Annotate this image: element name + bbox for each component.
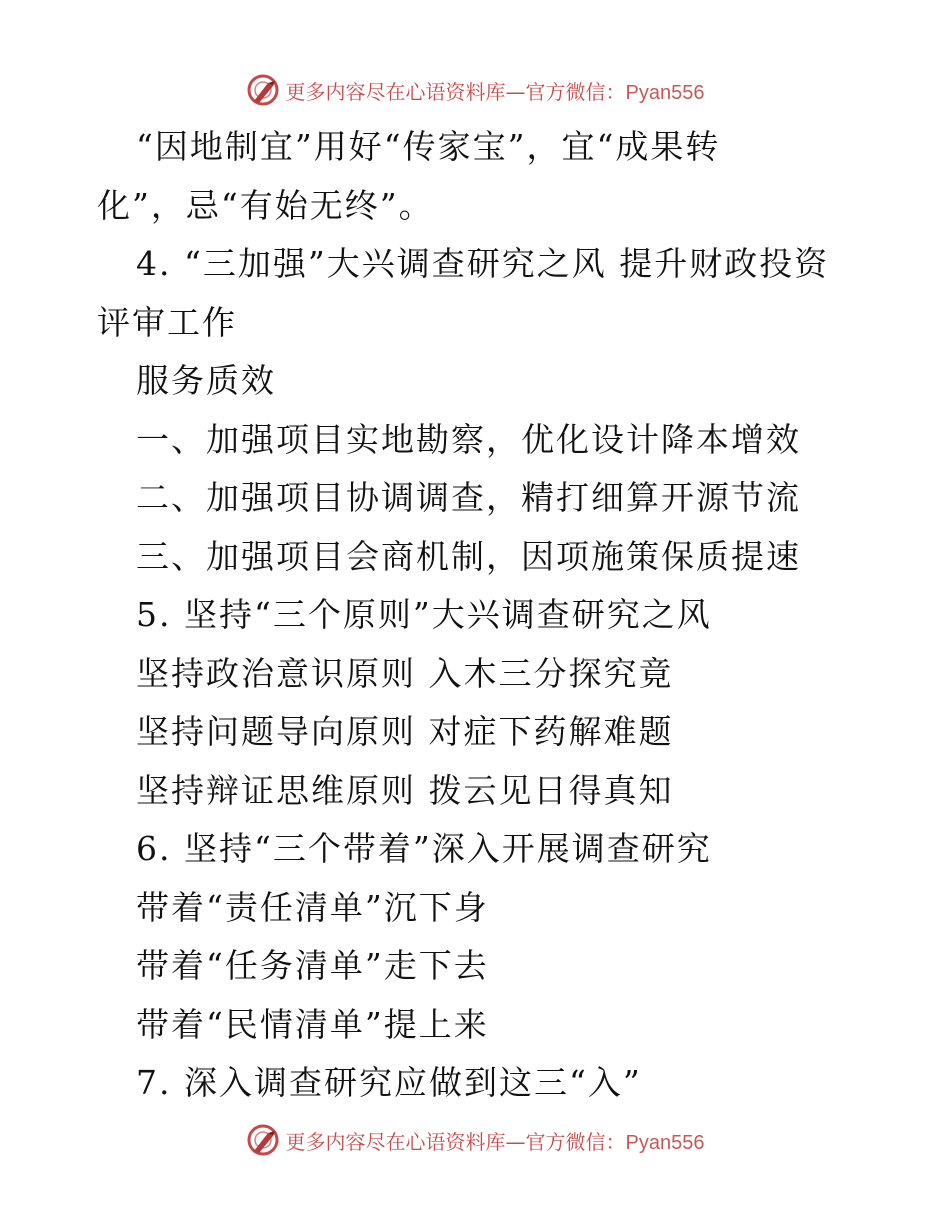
paragraph-line: 带着“责任清单”沉下身 (136, 887, 489, 927)
paragraph-line: 三、加强项目会商机制，因项施策保质提速 (136, 536, 801, 576)
paragraph-line: 评审工作 (97, 302, 237, 342)
paragraph-line: 二、加强项目协调调查，精打细算开源节流 (136, 478, 801, 517)
paragraph-line: 带着“任务清单”走下去 (136, 946, 489, 985)
watermark-header (0, 70, 950, 110)
pen-logo-icon (246, 73, 280, 107)
paragraph-line: 坚持辩证思维原则 拨云见日得真知 (136, 770, 674, 810)
watermark-footer (0, 1120, 950, 1160)
paragraph-line: 一、加强项目实地勘察，优化设计降本增效 (136, 419, 801, 459)
paragraph-line: 5. 坚持“三个原则”大兴调查研究之风 (136, 595, 712, 634)
paragraph-line: 坚持政治意识原则 入木三分探究竟 (136, 653, 674, 693)
paragraph-line: 4. “三加强”大兴调查研究之风 提升财政投资 (136, 244, 830, 283)
paragraph-line: 服务质效 (136, 361, 276, 400)
paragraph-line: 6. 坚持“三个带着”深入开展调查研究 (136, 829, 712, 868)
watermark-text: 更多内容尽在心语资料库—官方微信：Pyan556 (285, 1129, 705, 1154)
pen-logo-icon (246, 1123, 280, 1157)
paragraph-line: 坚持问题导向原则 对症下药解难题 (136, 712, 674, 751)
paragraph-line: “因地制宜”用好“传家宝”，宜“成果转 (136, 127, 721, 166)
paragraph-line: 7. 深入调查研究应做到这三“入” (136, 1063, 642, 1102)
paragraph-line: 带着“民情清单”提上来 (136, 1004, 489, 1044)
document-body (0, 118, 950, 1113)
watermark-text: 更多内容尽在心语资料库—官方微信：Pyan556 (285, 79, 705, 104)
paragraph-line: 化”，忌“有始无终”。 (97, 185, 434, 225)
